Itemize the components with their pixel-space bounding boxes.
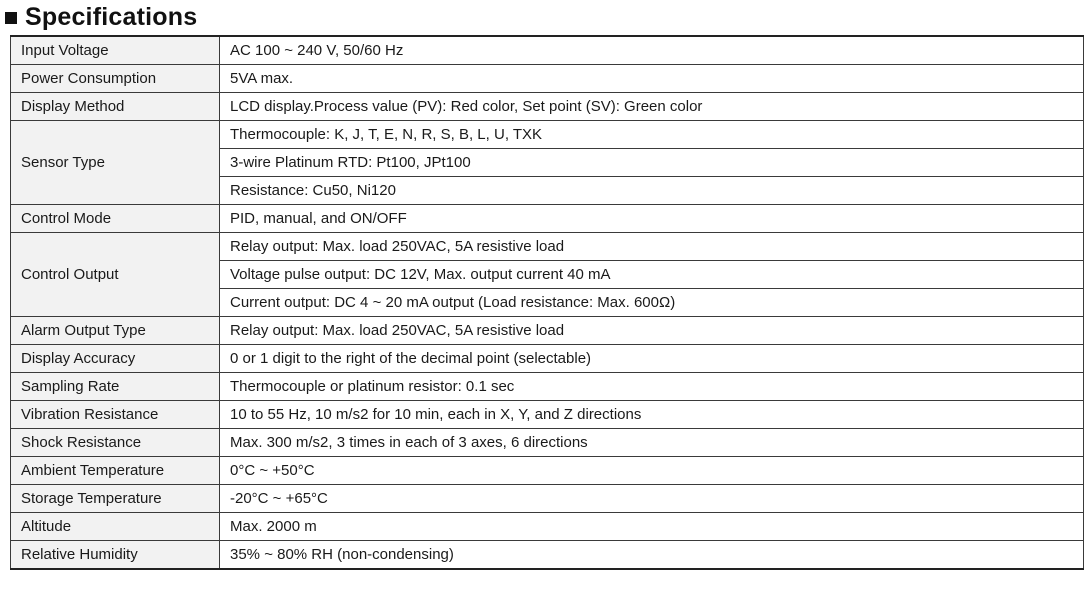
table-row (11, 233, 1084, 261)
table-row (11, 373, 1084, 401)
spec-label: Storage Temperature (11, 485, 220, 513)
table-row (11, 317, 1084, 345)
page-title: Specifications (25, 2, 198, 31)
table-row (11, 345, 1084, 373)
spec-label: Display Method (11, 93, 220, 121)
table-row (11, 401, 1084, 429)
spec-value: 35% ~ 80% RH (non-condensing) (220, 541, 1084, 570)
spec-value: 0 or 1 digit to the right of the decimal point (selectable) (220, 345, 1084, 373)
spec-label: Sampling Rate (11, 373, 220, 401)
spec-value: Voltage pulse output: DC 12V, Max. output current 40 mA (220, 261, 1084, 289)
table-row (11, 205, 1084, 233)
spec-value: -20°C ~ +65°C (220, 485, 1084, 513)
specifications-table (10, 35, 1084, 570)
table-row (11, 121, 1084, 149)
spec-value: AC 100 ~ 240 V, 50/60 Hz (220, 36, 1084, 65)
spec-label: Altitude (11, 513, 220, 541)
spec-value: Current output: DC 4 ~ 20 mA output (Load resistance: Max. 600Ω) (220, 289, 1084, 317)
spec-value: 5VA max. (220, 65, 1084, 93)
table-row (11, 93, 1084, 121)
spec-value: 3-wire Platinum RTD: Pt100, JPt100 (220, 149, 1084, 177)
spec-label: Input Voltage (11, 36, 220, 65)
table-row (11, 485, 1084, 513)
section-heading (5, 4, 197, 30)
spec-value: Relay output: Max. load 250VAC, 5A resistive load (220, 317, 1084, 345)
spec-value: Max. 2000 m (220, 513, 1084, 541)
square-bullet-icon (5, 12, 17, 24)
spec-label: Control Output (11, 233, 220, 317)
spec-label: Vibration Resistance (11, 401, 220, 429)
table-row (11, 457, 1084, 485)
table-row (11, 429, 1084, 457)
spec-label: Ambient Temperature (11, 457, 220, 485)
spec-value: Relay output: Max. load 250VAC, 5A resistive load (220, 233, 1084, 261)
table-row (11, 36, 1084, 65)
spec-value: Max. 300 m/s2, 3 times in each of 3 axes, 6 directions (220, 429, 1084, 457)
spec-label: Sensor Type (11, 121, 220, 205)
table-row (11, 65, 1084, 93)
spec-label: Relative Humidity (11, 541, 220, 570)
spec-label: Power Consumption (11, 65, 220, 93)
table-row (11, 541, 1084, 570)
spec-label: Shock Resistance (11, 429, 220, 457)
spec-value: PID, manual, and ON/OFF (220, 205, 1084, 233)
spec-label: Control Mode (11, 205, 220, 233)
spec-label: Display Accuracy (11, 345, 220, 373)
spec-value: Thermocouple: K, J, T, E, N, R, S, B, L, U, TXK (220, 121, 1084, 149)
table-row (11, 513, 1084, 541)
spec-value: LCD display.Process value (PV): Red color, Set point (SV): Green color (220, 93, 1084, 121)
spec-value: Thermocouple or platinum resistor: 0.1 sec (220, 373, 1084, 401)
spec-label: Alarm Output Type (11, 317, 220, 345)
spec-value: 0°C ~ +50°C (220, 457, 1084, 485)
spec-value: Resistance: Cu50, Ni120 (220, 177, 1084, 205)
spec-value: 10 to 55 Hz, 10 m/s2 for 10 min, each in X, Y, and Z directions (220, 401, 1084, 429)
